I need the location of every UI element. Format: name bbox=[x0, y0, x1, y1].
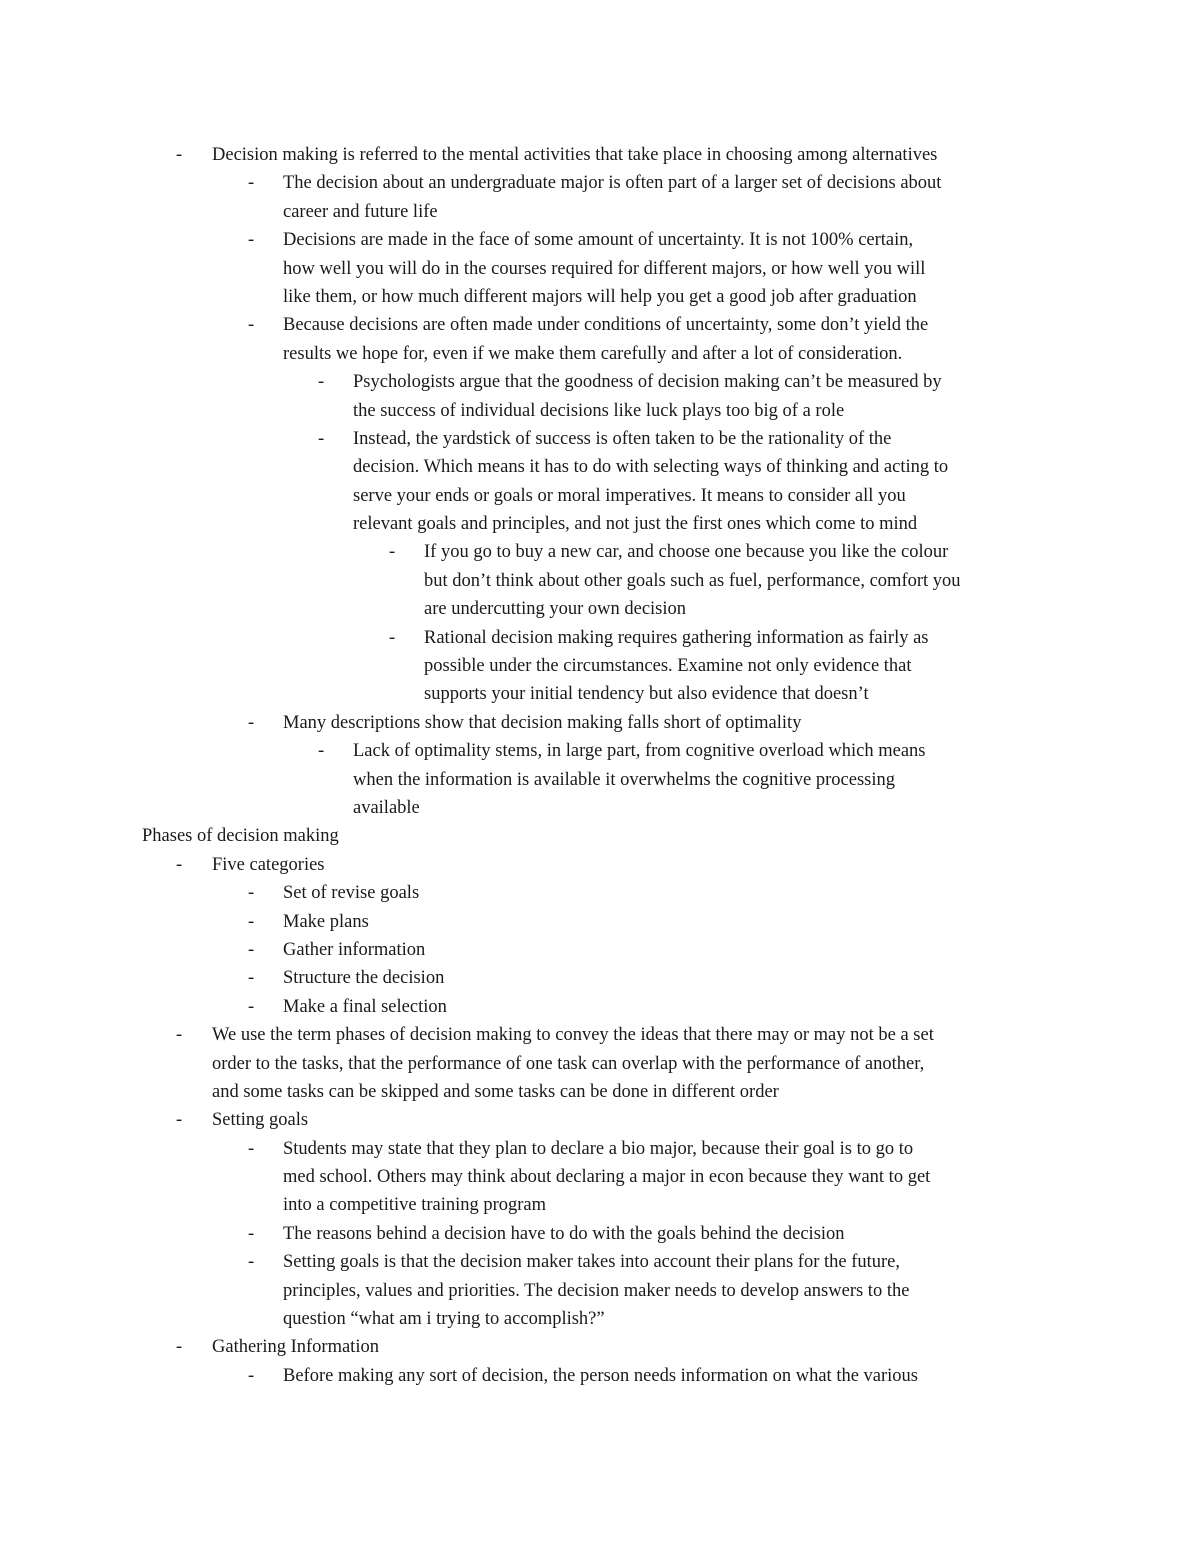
note-line bbox=[0, 255, 1200, 283]
note-text: Setting goals bbox=[212, 1110, 309, 1131]
note-line bbox=[0, 1362, 1200, 1390]
note-line bbox=[0, 453, 1200, 481]
note-line bbox=[0, 198, 1200, 226]
note-text: the success of individual decisions like luck plays too big of a role bbox=[353, 400, 845, 421]
note-text: The reasons behind a decision have to do with the goals behind the decision bbox=[283, 1223, 845, 1244]
note-text: Five categories bbox=[212, 854, 325, 875]
note-line bbox=[0, 766, 1200, 794]
bullet-dash-icon: - bbox=[248, 230, 255, 251]
note-line bbox=[0, 1050, 1200, 1078]
bullet-dash-icon: - bbox=[176, 1337, 183, 1358]
note-line bbox=[0, 340, 1200, 368]
note-line bbox=[0, 1106, 1200, 1134]
note-line bbox=[0, 595, 1200, 623]
bullet-dash-icon: - bbox=[248, 1252, 255, 1273]
note-line bbox=[0, 283, 1200, 311]
bullet-dash-icon: - bbox=[248, 996, 255, 1017]
note-text: Make plans bbox=[283, 911, 369, 932]
note-line bbox=[0, 1135, 1200, 1163]
note-text: Students may state that they plan to declare a bio major, because their goal is to go to bbox=[283, 1138, 914, 1159]
bullet-dash-icon: - bbox=[389, 542, 396, 563]
note-text: like them, or how much different majors will help you get a good job after graduation bbox=[283, 286, 917, 307]
note-line bbox=[0, 993, 1200, 1021]
bullet-dash-icon: - bbox=[318, 428, 325, 449]
note-line bbox=[0, 737, 1200, 765]
note-line bbox=[0, 1163, 1200, 1191]
bullet-dash-icon: - bbox=[318, 372, 325, 393]
note-text: Rational decision making requires gathering information as fairly as bbox=[424, 627, 929, 648]
note-line bbox=[0, 709, 1200, 737]
bullet-dash-icon: - bbox=[248, 315, 255, 336]
note-text: how well you will do in the courses required for different majors, or how well you will bbox=[283, 258, 926, 279]
bullet-dash-icon: - bbox=[318, 741, 325, 762]
note-line bbox=[0, 482, 1200, 510]
bullet-dash-icon: - bbox=[248, 968, 255, 989]
section-heading bbox=[0, 822, 1200, 850]
note-text: question “what am i trying to accomplish?” bbox=[283, 1309, 605, 1330]
note-line bbox=[0, 680, 1200, 708]
note-line bbox=[0, 538, 1200, 566]
note-text: Lack of optimality stems, in large part, from cognitive overload which means bbox=[353, 741, 926, 762]
note-text: Decision making is referred to the mental activities that take place in choosing among alternatives bbox=[212, 145, 938, 165]
note-line bbox=[0, 169, 1200, 197]
note-text: Gathering Information bbox=[212, 1337, 379, 1358]
note-text: relevant goals and principles, and not just the first ones which come to mind bbox=[353, 514, 918, 535]
bullet-dash-icon: - bbox=[248, 1365, 255, 1386]
bullet-dash-icon: - bbox=[248, 1223, 255, 1244]
note-line bbox=[0, 964, 1200, 992]
note-text: Structure the decision bbox=[283, 968, 445, 989]
note-text: Decisions are made in the face of some amount of uncertainty. It is not 100% certain, bbox=[283, 230, 914, 251]
note-line bbox=[0, 510, 1200, 538]
note-line bbox=[0, 567, 1200, 595]
note-text: Set of revise goals bbox=[283, 883, 420, 904]
note-line bbox=[0, 908, 1200, 936]
note-text: Instead, the yardstick of success is often taken to be the rationality of the bbox=[353, 428, 892, 449]
note-line bbox=[0, 1191, 1200, 1219]
note-text: and some tasks can be skipped and some tasks can be done in different order bbox=[212, 1081, 779, 1102]
note-line bbox=[0, 1333, 1200, 1361]
note-line bbox=[0, 1248, 1200, 1276]
note-text: but don’t think about other goals such as fuel, performance, comfort you bbox=[424, 570, 961, 591]
note-text: Many descriptions show that decision making falls short of optimality bbox=[283, 712, 802, 733]
note-line bbox=[0, 368, 1200, 396]
bullet-dash-icon: - bbox=[248, 883, 255, 904]
note-line bbox=[0, 1021, 1200, 1049]
note-text: order to the tasks, that the performance of one task can overlap with the performance of another, bbox=[212, 1053, 925, 1074]
note-text: med school. Others may think about declaring a major in econ because they want to get bbox=[283, 1167, 931, 1188]
note-line bbox=[0, 141, 1200, 169]
note-text: Psychologists argue that the goodness of decision making can’t be measured by bbox=[353, 372, 942, 393]
note-line bbox=[0, 936, 1200, 964]
note-line bbox=[0, 851, 1200, 879]
note-line bbox=[0, 1078, 1200, 1106]
note-text: The decision about an undergraduate major is often part of a larger set of decisions about bbox=[283, 173, 942, 194]
note-line bbox=[0, 311, 1200, 339]
note-text: available bbox=[353, 797, 420, 818]
note-text: Gather information bbox=[283, 939, 426, 960]
bullet-dash-icon: - bbox=[176, 1025, 183, 1046]
note-text: principles, values and priorities. The decision maker needs to develop answers to the bbox=[283, 1280, 910, 1301]
note-text: career and future life bbox=[283, 201, 438, 222]
bullet-dash-icon: - bbox=[248, 1138, 255, 1159]
bullet-dash-icon: - bbox=[248, 712, 255, 733]
bullet-dash-icon: - bbox=[176, 145, 183, 165]
bullet-dash-icon: - bbox=[248, 173, 255, 194]
note-line bbox=[0, 425, 1200, 453]
note-text: when the information is available it overwhelms the cognitive processing bbox=[353, 769, 896, 790]
note-text: supports your initial tendency but also evidence that doesn’t bbox=[424, 684, 869, 705]
note-text: results we hope for, even if we make them carefully and after a lot of consideration. bbox=[283, 343, 903, 364]
note-text: Because decisions are often made under conditions of uncertainty, some don’t yield the bbox=[283, 315, 929, 336]
note-line bbox=[0, 879, 1200, 907]
bullet-dash-icon: - bbox=[176, 1110, 183, 1131]
note-line bbox=[0, 226, 1200, 254]
bullet-dash-icon: - bbox=[176, 854, 183, 875]
note-line bbox=[0, 397, 1200, 425]
note-text: into a competitive training program bbox=[283, 1195, 547, 1216]
note-line bbox=[0, 1305, 1200, 1333]
note-text: Phases of decision making bbox=[142, 826, 339, 847]
note-line bbox=[0, 1277, 1200, 1305]
note-text: decision. Which means it has to do with selecting ways of thinking and acting to bbox=[353, 457, 949, 478]
note-line bbox=[0, 1220, 1200, 1248]
note-text: Make a final selection bbox=[283, 996, 447, 1017]
note-text: possible under the circumstances. Examine not only evidence that bbox=[424, 656, 912, 677]
note-text: serve your ends or goals or moral imperatives. It means to consider all you bbox=[353, 485, 906, 506]
note-line bbox=[0, 652, 1200, 680]
bullet-dash-icon: - bbox=[248, 911, 255, 932]
bullet-dash-icon: - bbox=[389, 627, 396, 648]
note-text: If you go to buy a new car, and choose one because you like the colour bbox=[424, 542, 949, 563]
note-text: Setting goals is that the decision maker takes into account their plans for the future, bbox=[283, 1252, 901, 1273]
note-text: Before making any sort of decision, the person needs information on what the various bbox=[283, 1365, 919, 1386]
note-line bbox=[0, 794, 1200, 822]
notes-body bbox=[0, 141, 1200, 1390]
note-text: are undercutting your own decision bbox=[424, 599, 687, 620]
note-line bbox=[0, 624, 1200, 652]
note-text: We use the term phases of decision making to convey the ideas that there may or may not be a set bbox=[212, 1025, 934, 1046]
bullet-dash-icon: - bbox=[248, 939, 255, 960]
